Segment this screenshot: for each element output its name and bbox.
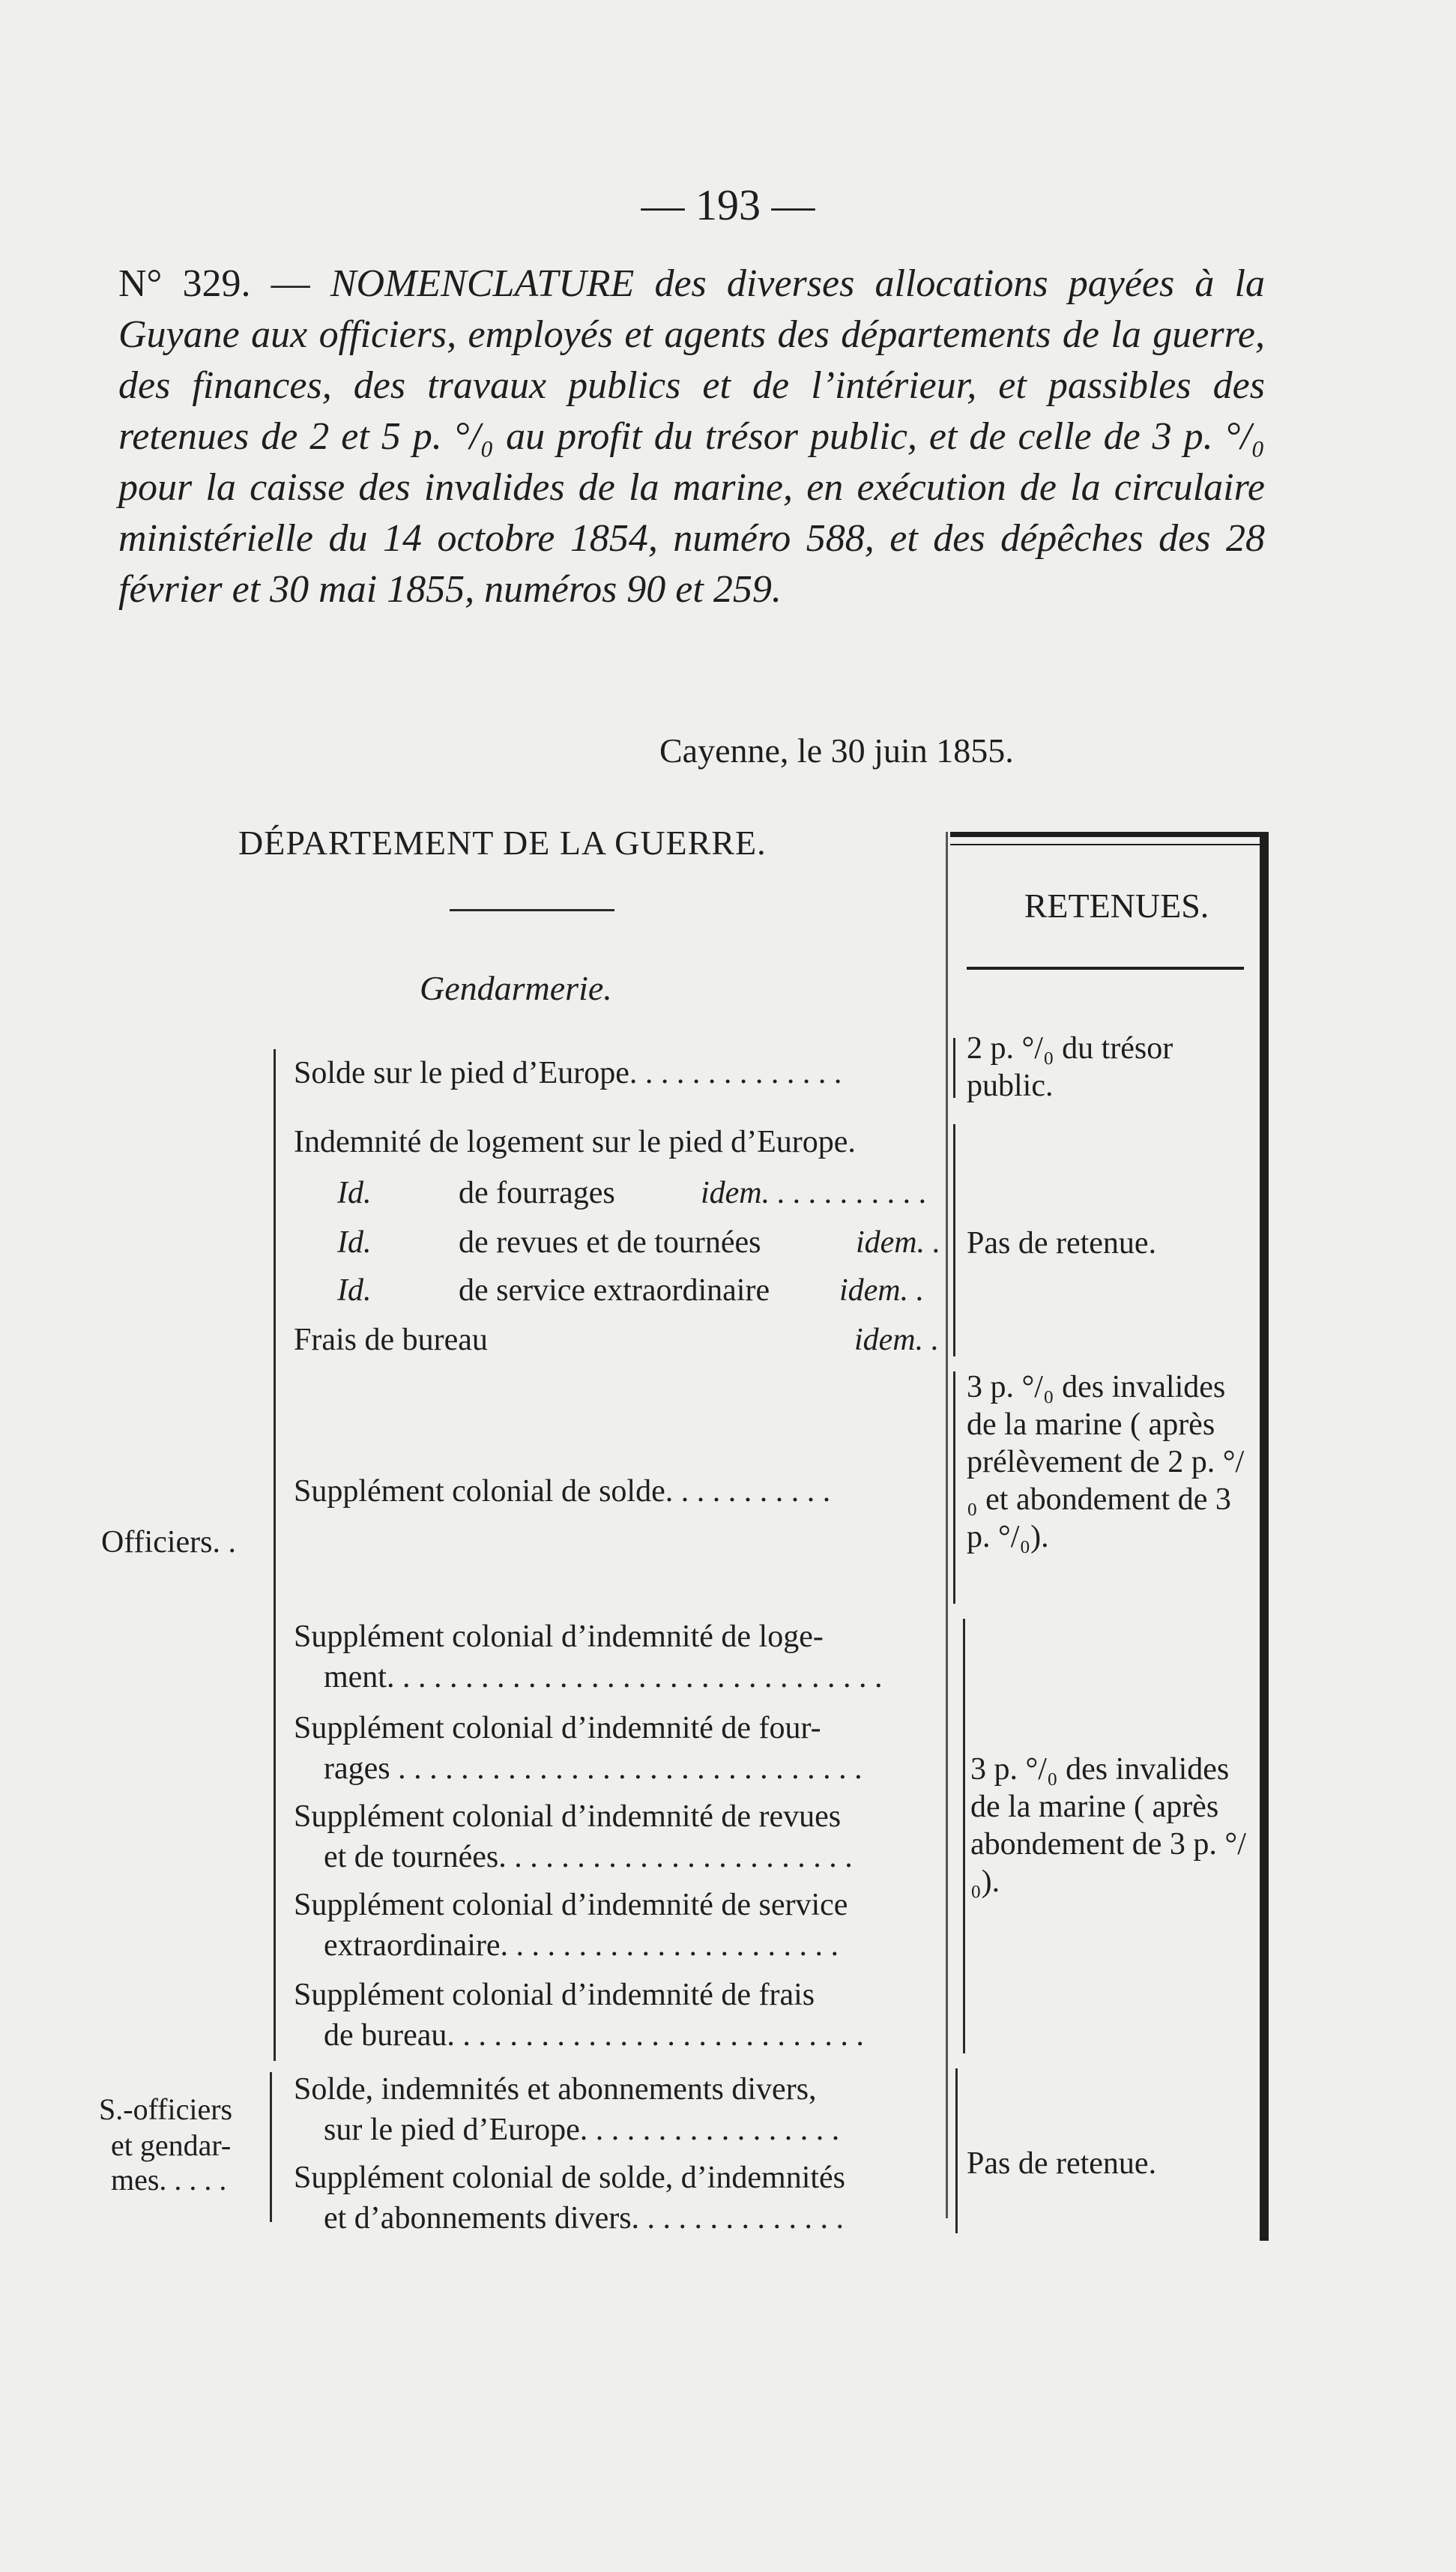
row-supp-revues-2: et de tournées. . . . . . . . . . . . . . . . . . . . . . . [324, 1840, 853, 1874]
row-supp-service-2: extraordinaire. . . . . . . . . . . . . . . . . . . . . . [324, 1928, 839, 1963]
row-frais-bureau-idem: idem. . [854, 1323, 940, 1357]
row-supp-logement-1: Supplément colonial d’indemnité de loge- [294, 1619, 824, 1654]
officiers-brace [274, 1049, 276, 2061]
row-supplement-solde: Supplément colonial de solde. . . . . . . . . . . [294, 1474, 831, 1509]
row-solde-europe: Solde sur le pied d’Europe. . . . . . . . . . . . . . [294, 1056, 842, 1090]
department-rule [450, 909, 614, 911]
document-title [118, 259, 1265, 615]
row-fourrages-id: Id. [337, 1176, 372, 1210]
row-supp-fourrages-2: rages . . . . . . . . . . . . . . . . . . . . . . . . . . . . . . [324, 1751, 863, 1786]
row-revues-idem: idem. . [856, 1225, 941, 1260]
row-revues-id: Id. [337, 1225, 372, 1260]
group-sous-officiers-line3: mes. . . . . [111, 2163, 227, 2197]
place-date: Cayenne, le 30 juin 1855. [659, 731, 1014, 770]
group-sous-officiers-line1: S.-officiers [99, 2092, 233, 2126]
retenues-box-right [1260, 832, 1269, 2241]
row-supp-frais-1: Supplément colonial d’indemnité de frais [294, 1978, 815, 2012]
row-so-solde-1: Solde, indemnités et abonnements divers, [294, 2072, 817, 2107]
row-fourrages-idem: idem. . . . . . . . . . . [701, 1176, 928, 1210]
group-officiers: Officiers. . [101, 1525, 236, 1560]
section-heading: Gendarmerie. [420, 969, 612, 1007]
row-service-id: Id. [337, 1273, 372, 1308]
row-supp-service-1: Supplément colonial d’indemnité de service [294, 1888, 848, 1922]
page-number: — 193 — [641, 181, 815, 229]
brace-4 [963, 1619, 965, 2053]
document-number: N° 329. — [118, 262, 330, 305]
retenue-tresor: 2 p. °/₀ du trésor public. [967, 1031, 1173, 1103]
brace-3 [953, 1371, 955, 1604]
sous-officiers-brace [270, 2072, 272, 2222]
row-indemnite-logement: Indemnité de logement sur le pied d’Europe. [294, 1125, 856, 1159]
retenues-box-top-thin [950, 844, 1265, 845]
retenues-box-top [950, 832, 1265, 837]
group-sous-officiers-line2: et gendar- [111, 2128, 232, 2162]
brace-2 [953, 1124, 955, 1356]
retenue-none-1: Pas de retenue. [967, 1226, 1157, 1261]
retenues-header: RETENUES. [1024, 887, 1209, 925]
row-revues: de revues et de tournées [459, 1225, 761, 1260]
retenue-invalides-1: 3 p. °/₀ des invalides de la marine ( après prélèvement de 2 p. °/₀ et abondement de 3 p. °/₀). [967, 1370, 1245, 1554]
brace-1 [953, 1038, 955, 1098]
row-service-idem: idem. . [839, 1273, 925, 1308]
row-supp-revues-1: Supplément colonial d’indemnité de revues [294, 1799, 842, 1834]
row-service: de service extraordinaire [459, 1273, 770, 1308]
document-title-text: NOMENCLATURE des diverses allocations payées à la Guyane aux officiers, employés et agents des départements de la guerre, des finances, des travaux publics et de l’intérieur, et passibles des retenues de 2 et 5 p. °/₀ au profit du trésor public, et de celle de 3 p. °/₀ pour la caisse des invalides de la marine, en exécution de la circulaire ministérielle du 14 octobre 1854, numéro 588, et des dépêches des 28 février et 30 mai 1855, numéros 90 et 259. [118, 262, 1265, 611]
row-frais-bureau: Frais de bureau [294, 1323, 488, 1357]
brace-5 [955, 2068, 958, 2233]
retenues-header-rule [967, 967, 1244, 970]
row-so-supplement-1: Supplément colonial de solde, d’indemnités [294, 2161, 846, 2195]
retenue-none-2: Pas de retenue. [967, 2146, 1157, 2181]
retenue-invalides-2: 3 p. °/₀ des invalides de la marine ( après abondement de 3 p. °/₀). [970, 1752, 1246, 1899]
row-supp-fourrages-1: Supplément colonial d’indemnité de four- [294, 1711, 821, 1745]
row-so-solde-2: sur le pied d’Europe. . . . . . . . . . . . . . . . . [324, 2113, 840, 2147]
row-supp-logement-2: ment. . . . . . . . . . . . . . . . . . . . . . . . . . . . . . . . [324, 1660, 883, 1694]
row-so-supplement-2: et d’abonnements divers. . . . . . . . . . . . . . [324, 2201, 845, 2236]
row-supp-frais-2: de bureau. . . . . . . . . . . . . . . . . . . . . . . . . . . [324, 2018, 864, 2053]
row-fourrages: de fourrages [459, 1176, 615, 1210]
department-heading: DÉPARTEMENT DE LA GUERRE. [238, 824, 767, 862]
retenues-box-left [946, 832, 948, 2218]
